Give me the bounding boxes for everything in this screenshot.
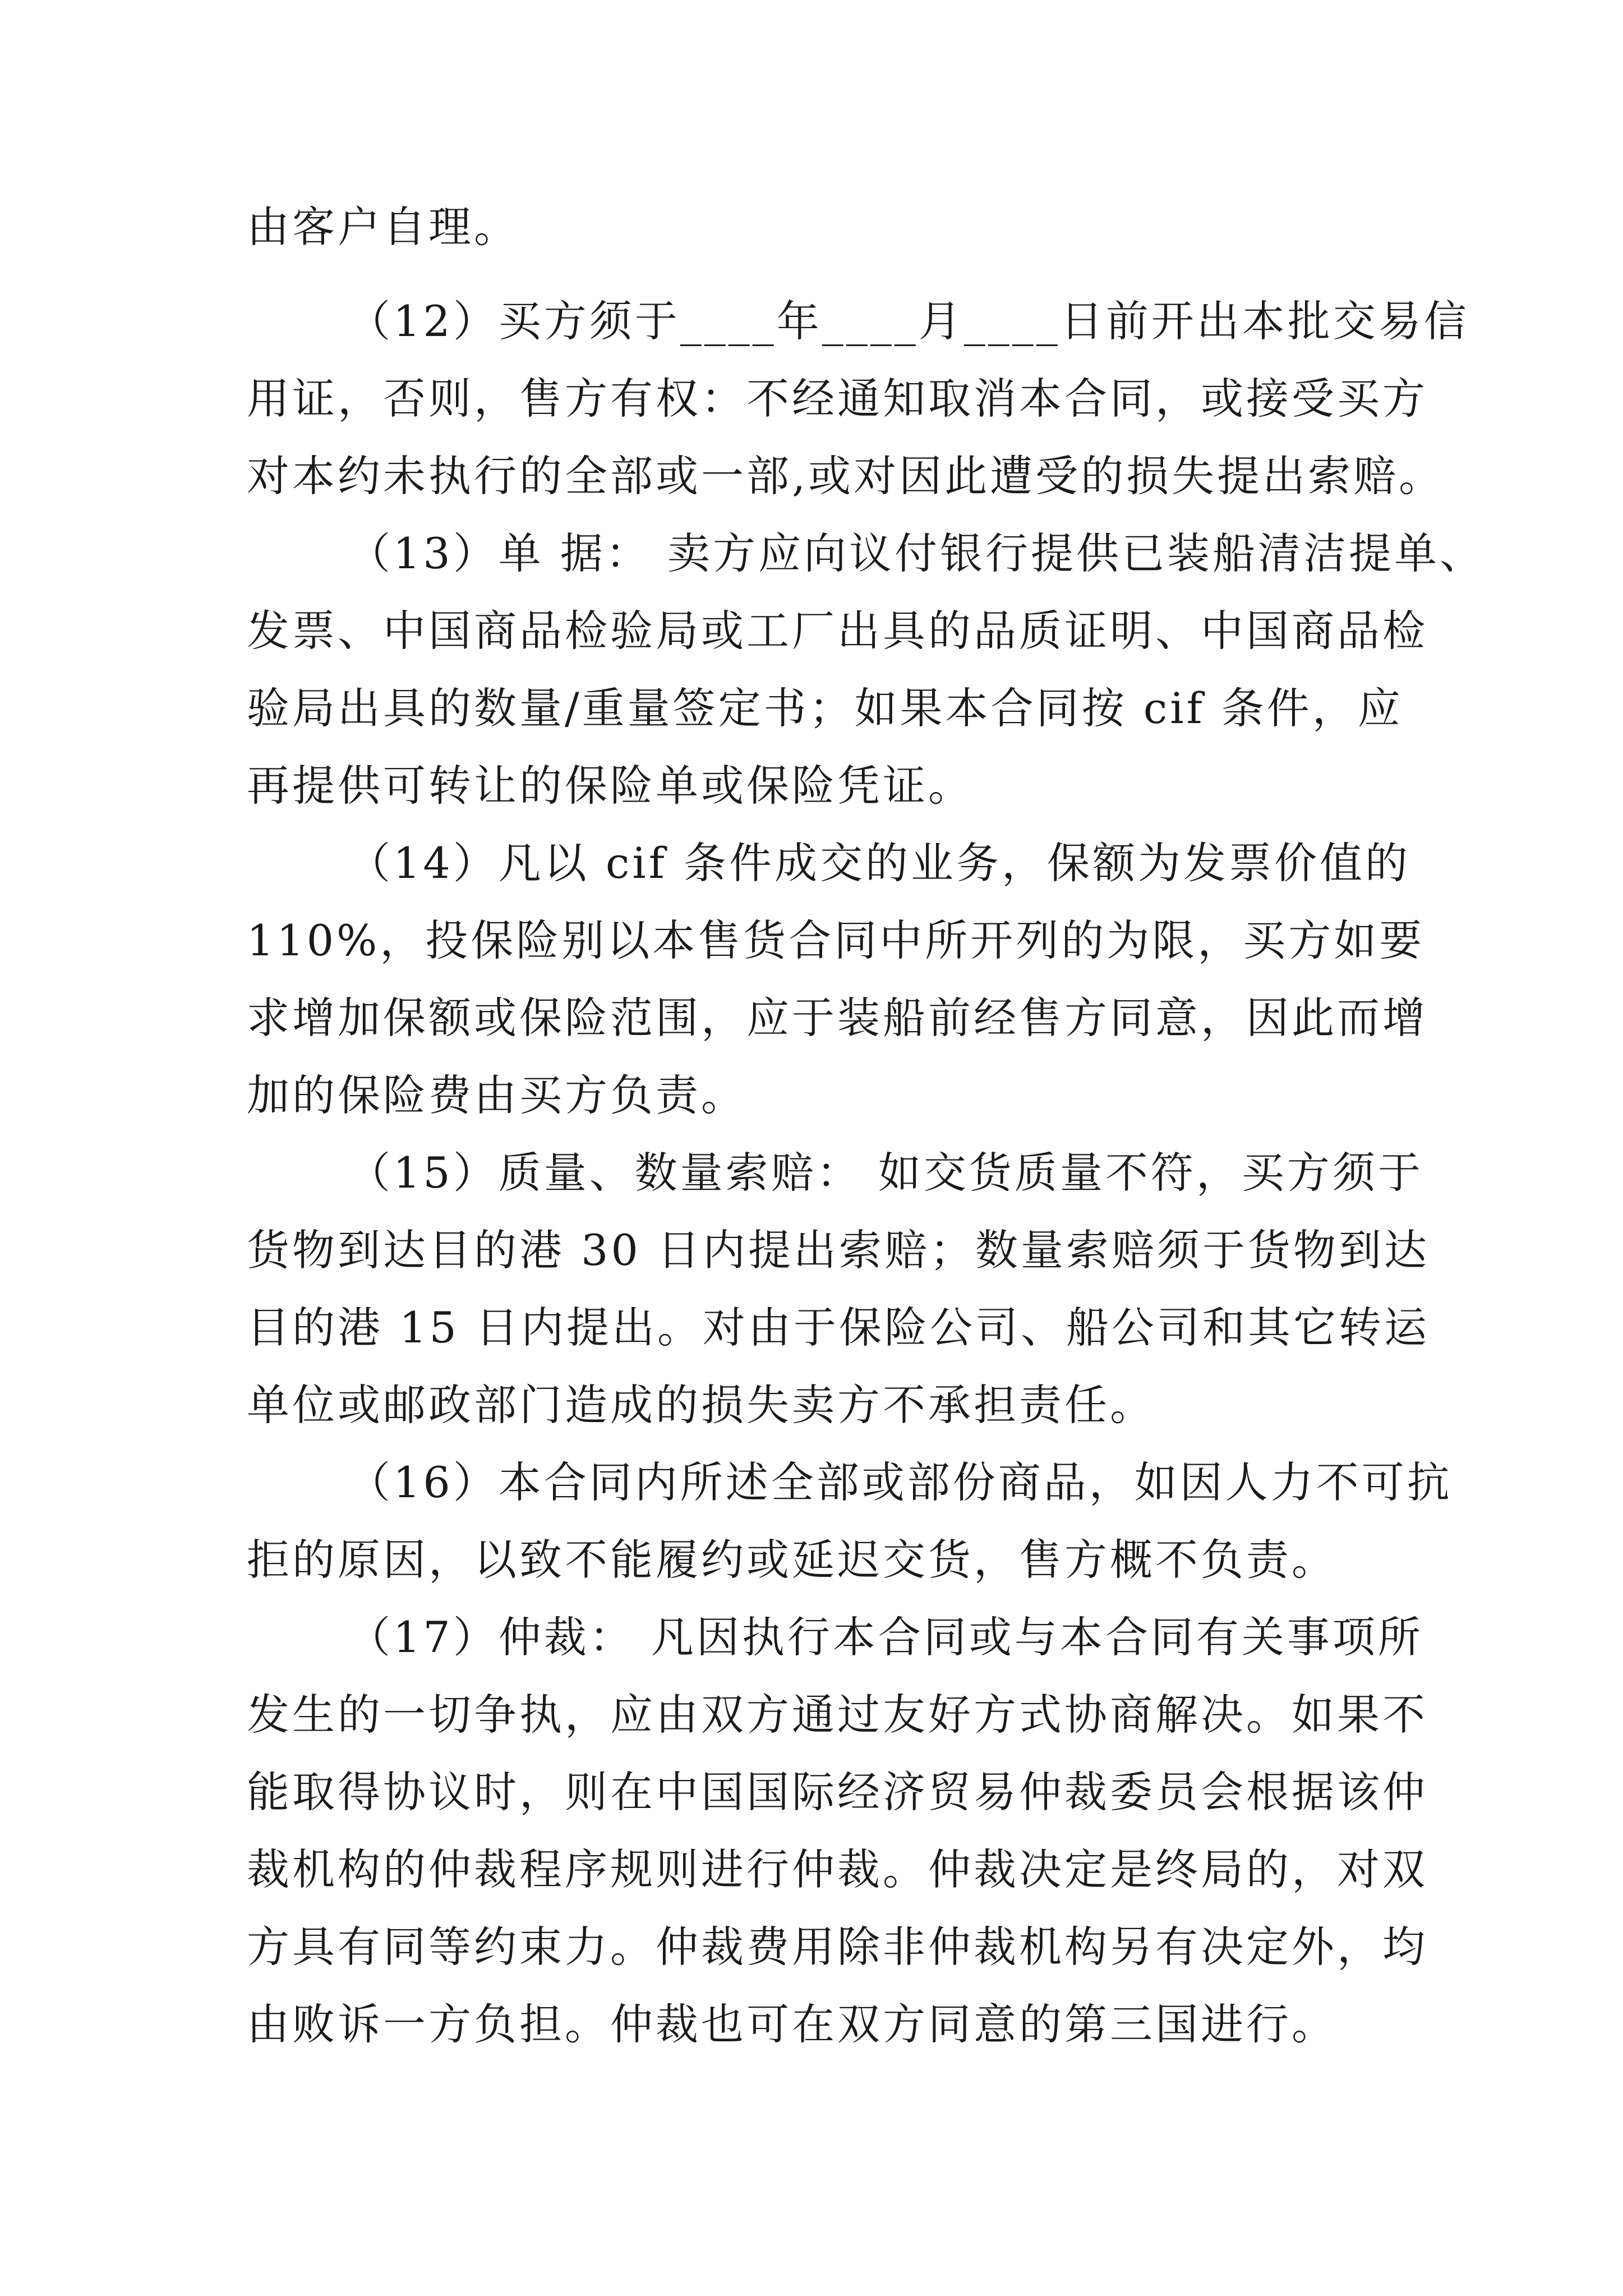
text-line: 发票、中国商品检验局或工厂出具的品质证明、中国商品检 [247,606,1428,656]
text-line: 用证，否则，售方有权：不经通知取消本合同，或接受买方 [247,374,1428,424]
clause-16-line: （16）本合同内所述全部或部份商品，如因人力不可抗 [348,1457,1453,1507]
text-line: 裁机构的仲裁程序规则进行仲裁。仲裁决定是终局的，对双 [247,1844,1428,1894]
text-line: 货物到达目的港 30 日内提出索赔；数量索赔须于货物到达 [247,1225,1430,1275]
text-line: 能取得协议时，则在中国国际经济贸易仲裁委员会根据该仲 [247,1767,1428,1817]
text-line: 目的港 15 日内提出。对由于保险公司、船公司和其它转运 [247,1303,1430,1352]
text-line: 由客户自理。 [247,202,519,252]
text-line: 验局出具的数量/重量签定书；如果本合同按 cif 条件，应 [247,683,1403,733]
text-line: 加的保险费由买方负责。 [247,1070,746,1120]
clause-17-line: （17）仲裁： 凡因执行本合同或与本合同有关事项所 [348,1612,1423,1662]
clause-12-line: （12）买方须于____年____月____日前开出本批交易信 [348,296,1469,346]
text-line: 求增加保额或保险范围，应于装船前经售方同意，因此而增 [247,993,1428,1043]
text-line: 由败诉一方负担。仲裁也可在双方同意的第三国进行。 [247,1999,1337,2049]
text-line: 发生的一切争执，应由双方通过友好方式协商解决。如果不 [247,1690,1428,1740]
text-line: 110%，投保险别以本售货合同中所开列的为限，买方如要 [247,915,1425,965]
clause-13-line: （13）单 据： 卖方应向议付银行提供已装船清洁提单、 [348,528,1486,578]
text-line: 拒的原因，以致不能履约或延迟交货，售方概不负责。 [247,1535,1337,1585]
text-line: 方具有同等约束力。仲裁费用除非仲裁机构另有决定外，均 [247,1922,1428,1972]
text-line: 单位或邮政部门造成的损失卖方不承担责任。 [247,1380,1155,1430]
text-line: 再提供可转让的保险单或保险凭证。 [247,761,974,811]
text-line: 对本约未执行的全部或一部,或对因此遭受的损失提出索赔。 [247,451,1445,501]
clause-14-line: （14）凡以 cif 条件成交的业务，保额为发票价值的 [348,838,1411,888]
clause-15-line: （15）质量、数量索赔： 如交货质量不符，买方须于 [348,1148,1423,1198]
